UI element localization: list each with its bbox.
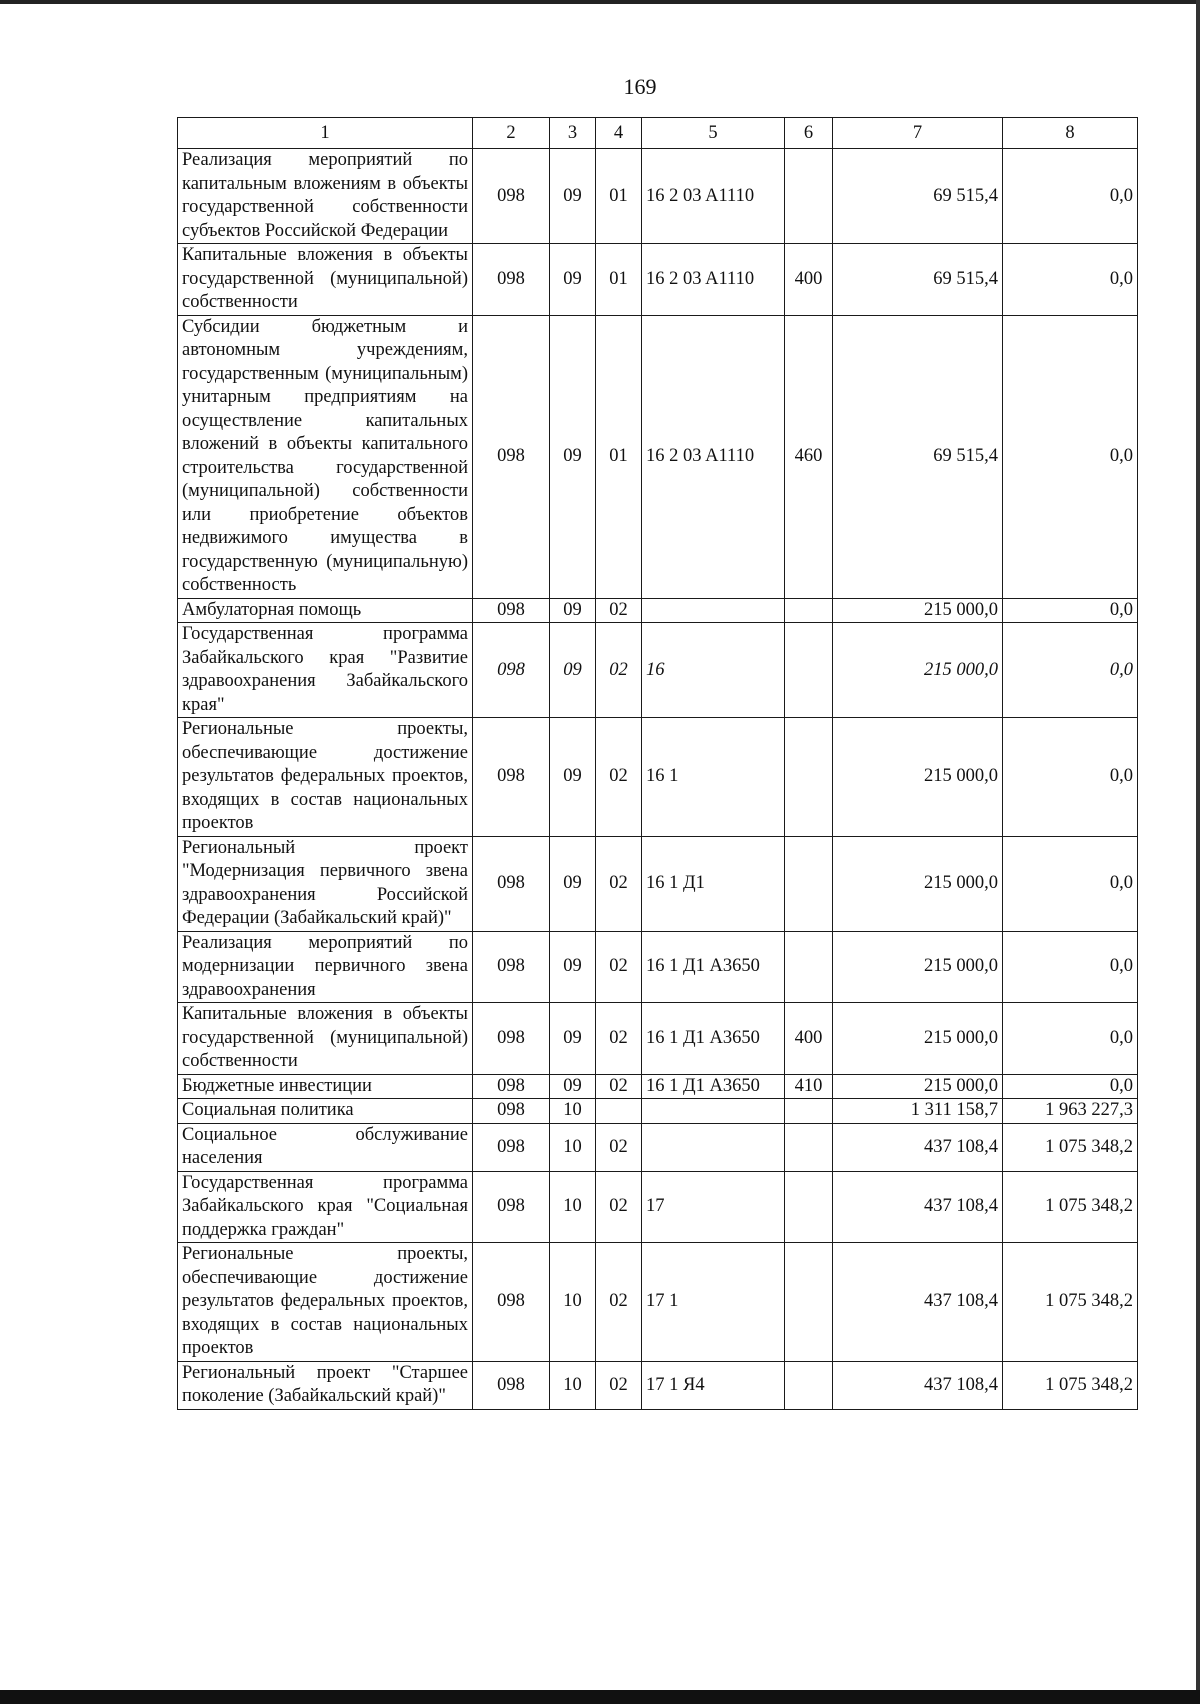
ministry-code-cell: 098 xyxy=(473,1099,550,1124)
section-code-cell: 09 xyxy=(550,598,596,623)
row-name-cell: Амбулаторная помощь xyxy=(178,598,473,623)
subsection-code-cell: 02 xyxy=(596,931,642,1003)
amount-year1-cell: 69 515,4 xyxy=(833,244,1003,316)
row-name-cell: Региональные проекты, обеспечивающие достижение результатов федеральных проектов, входящих в состав национальных проектов xyxy=(178,718,473,837)
row-name-cell: Капитальные вложения в объекты государственной (муниципальной) собственности xyxy=(178,244,473,316)
row-name-cell: Государственная программа Забайкальского края "Социальная поддержка граждан" xyxy=(178,1171,473,1243)
row-name-cell: Государственная программа Забайкальского края "Развитие здравоохранения Забайкальского края" xyxy=(178,623,473,718)
scan-edge-right xyxy=(1196,0,1200,1704)
amount-year2-cell: 1 963 227,3 xyxy=(1003,1099,1138,1124)
expense-type-cell xyxy=(785,1361,833,1409)
ministry-code-cell: 098 xyxy=(473,1003,550,1075)
expense-type-cell xyxy=(785,598,833,623)
amount-year1-cell: 215 000,0 xyxy=(833,718,1003,837)
section-code-cell: 09 xyxy=(550,149,596,244)
table-row xyxy=(178,598,1138,623)
header-row xyxy=(178,118,1138,149)
amount-year1-cell: 437 108,4 xyxy=(833,1171,1003,1243)
row-name-cell: Региональный проект "Старшее поколение (Забайкальский край)" xyxy=(178,1361,473,1409)
subsection-code-cell: 02 xyxy=(596,1361,642,1409)
section-code-cell: 10 xyxy=(550,1171,596,1243)
section-code-cell: 09 xyxy=(550,1003,596,1075)
table-row xyxy=(178,244,1138,316)
subsection-code-cell: 02 xyxy=(596,598,642,623)
table-row xyxy=(178,931,1138,1003)
subsection-code-cell: 01 xyxy=(596,149,642,244)
scan-edge-bottom xyxy=(0,1690,1200,1704)
ministry-code-cell: 098 xyxy=(473,1243,550,1362)
section-code-cell: 09 xyxy=(550,315,596,598)
header-cell: 1 xyxy=(178,118,473,149)
amount-year1-cell: 215 000,0 xyxy=(833,931,1003,1003)
row-name-cell: Региональные проекты, обеспечивающие достижение результатов федеральных проектов, входящих в состав национальных проектов xyxy=(178,1243,473,1362)
table-row xyxy=(178,1361,1138,1409)
amount-year2-cell: 0,0 xyxy=(1003,836,1138,931)
target-article-cell: 16 2 03 A1110 xyxy=(642,244,785,316)
row-name-cell: Реализация мероприятий по капитальным вложениям в объекты государственной собственности субъектов Российской Федерации xyxy=(178,149,473,244)
ministry-code-cell: 098 xyxy=(473,315,550,598)
amount-year2-cell: 0,0 xyxy=(1003,315,1138,598)
header-cell: 3 xyxy=(550,118,596,149)
target-article-cell: 16 1 Д1 A3650 xyxy=(642,1003,785,1075)
ministry-code-cell: 098 xyxy=(473,244,550,316)
target-article-cell xyxy=(642,598,785,623)
amount-year1-cell: 215 000,0 xyxy=(833,598,1003,623)
table-row xyxy=(178,1171,1138,1243)
expense-type-cell xyxy=(785,1243,833,1362)
expense-type-cell: 410 xyxy=(785,1074,833,1099)
amount-year1-cell: 1 311 158,7 xyxy=(833,1099,1003,1124)
ministry-code-cell: 098 xyxy=(473,149,550,244)
row-name-cell: Реализация мероприятий по модернизации первичного звена здравоохранения xyxy=(178,931,473,1003)
ministry-code-cell: 098 xyxy=(473,718,550,837)
amount-year2-cell: 0,0 xyxy=(1003,244,1138,316)
target-article-cell: 16 1 Д1 A3650 xyxy=(642,931,785,1003)
section-code-cell: 09 xyxy=(550,931,596,1003)
subsection-code-cell: 02 xyxy=(596,718,642,837)
expense-type-cell: 400 xyxy=(785,1003,833,1075)
amount-year1-cell: 215 000,0 xyxy=(833,623,1003,718)
header-cell: 2 xyxy=(473,118,550,149)
ministry-code-cell: 098 xyxy=(473,1361,550,1409)
amount-year2-cell: 1 075 348,2 xyxy=(1003,1243,1138,1362)
amount-year2-cell: 0,0 xyxy=(1003,623,1138,718)
expense-type-cell xyxy=(785,1123,833,1171)
ministry-code-cell: 098 xyxy=(473,623,550,718)
amount-year1-cell: 437 108,4 xyxy=(833,1123,1003,1171)
row-name-cell: Капитальные вложения в объекты государственной (муниципальной) собственности xyxy=(178,1003,473,1075)
target-article-cell: 16 1 Д1 A3650 xyxy=(642,1074,785,1099)
row-name-cell: Бюджетные инвестиции xyxy=(178,1074,473,1099)
amount-year1-cell: 215 000,0 xyxy=(833,1074,1003,1099)
expense-type-cell xyxy=(785,1099,833,1124)
expense-type-cell xyxy=(785,836,833,931)
ministry-code-cell: 098 xyxy=(473,1074,550,1099)
amount-year2-cell: 0,0 xyxy=(1003,1074,1138,1099)
subsection-code-cell: 02 xyxy=(596,1123,642,1171)
amount-year2-cell: 0,0 xyxy=(1003,931,1138,1003)
amount-year2-cell: 0,0 xyxy=(1003,718,1138,837)
amount-year2-cell: 1 075 348,2 xyxy=(1003,1361,1138,1409)
ministry-code-cell: 098 xyxy=(473,931,550,1003)
section-code-cell: 09 xyxy=(550,836,596,931)
page-number: 169 xyxy=(623,74,657,99)
expense-type-cell xyxy=(785,931,833,1003)
target-article-cell: 17 1 xyxy=(642,1243,785,1362)
table-row xyxy=(178,718,1138,837)
header-cell: 4 xyxy=(596,118,642,149)
target-article-cell xyxy=(642,1123,785,1171)
target-article-cell: 16 1 Д1 xyxy=(642,836,785,931)
table-row xyxy=(178,1123,1138,1171)
section-code-cell: 10 xyxy=(550,1123,596,1171)
target-article-cell: 16 1 xyxy=(642,718,785,837)
subsection-code-cell: 02 xyxy=(596,836,642,931)
subsection-code-cell xyxy=(596,1099,642,1124)
section-code-cell: 09 xyxy=(550,623,596,718)
target-article-cell: 16 xyxy=(642,623,785,718)
expense-type-cell: 400 xyxy=(785,244,833,316)
row-name-cell: Субсидии бюджетным и автономным учреждениям, государственным (муниципальным) унитарным предприятиям на осуществление капитальных вложений в объекты капитального строительства государственной (муниципальной) собственности или приобретение объектов недвижимого имущества в государственную (муниципальную) собственность xyxy=(178,315,473,598)
ministry-code-cell: 098 xyxy=(473,598,550,623)
table-row xyxy=(178,623,1138,718)
expense-type-cell xyxy=(785,1171,833,1243)
subsection-code-cell: 02 xyxy=(596,623,642,718)
section-code-cell: 10 xyxy=(550,1243,596,1362)
table-row xyxy=(178,1003,1138,1075)
expense-type-cell: 460 xyxy=(785,315,833,598)
subsection-code-cell: 01 xyxy=(596,244,642,316)
expense-type-cell xyxy=(785,149,833,244)
section-code-cell: 09 xyxy=(550,244,596,316)
subsection-code-cell: 02 xyxy=(596,1243,642,1362)
target-article-cell xyxy=(642,1099,785,1124)
ministry-code-cell: 098 xyxy=(473,1123,550,1171)
section-code-cell: 10 xyxy=(550,1099,596,1124)
target-article-cell: 17 xyxy=(642,1171,785,1243)
subsection-code-cell: 01 xyxy=(596,315,642,598)
amount-year1-cell: 437 108,4 xyxy=(833,1243,1003,1362)
table-row xyxy=(178,1099,1138,1124)
amount-year2-cell: 0,0 xyxy=(1003,149,1138,244)
target-article-cell: 17 1 Я4 xyxy=(642,1361,785,1409)
table-row xyxy=(178,1243,1138,1362)
amount-year2-cell: 1 075 348,2 xyxy=(1003,1171,1138,1243)
header-cell: 6 xyxy=(785,118,833,149)
expense-type-cell xyxy=(785,623,833,718)
table-body xyxy=(178,149,1138,1410)
target-article-cell: 16 2 03 A1110 xyxy=(642,315,785,598)
ministry-code-cell: 098 xyxy=(473,1171,550,1243)
subsection-code-cell: 02 xyxy=(596,1074,642,1099)
header-cell: 7 xyxy=(833,118,1003,149)
section-code-cell: 09 xyxy=(550,718,596,837)
amount-year1-cell: 69 515,4 xyxy=(833,315,1003,598)
section-code-cell: 09 xyxy=(550,1074,596,1099)
amount-year2-cell: 0,0 xyxy=(1003,1003,1138,1075)
table-row xyxy=(178,1074,1138,1099)
row-name-cell: Региональный проект "Модернизация первичного звена здравоохранения Российской Федерации (Забайкальский край)" xyxy=(178,836,473,931)
amount-year1-cell: 437 108,4 xyxy=(833,1361,1003,1409)
amount-year2-cell: 0,0 xyxy=(1003,598,1138,623)
subsection-code-cell: 02 xyxy=(596,1003,642,1075)
section-code-cell: 10 xyxy=(550,1361,596,1409)
ministry-code-cell: 098 xyxy=(473,836,550,931)
amount-year1-cell: 69 515,4 xyxy=(833,149,1003,244)
table-row xyxy=(178,315,1138,598)
table-row xyxy=(178,836,1138,931)
subsection-code-cell: 02 xyxy=(596,1171,642,1243)
header-cell: 8 xyxy=(1003,118,1138,149)
expense-type-cell xyxy=(785,718,833,837)
row-name-cell: Социальная политика xyxy=(178,1099,473,1124)
header-cell: 5 xyxy=(642,118,785,149)
table-row xyxy=(178,149,1138,244)
target-article-cell: 16 2 03 A1110 xyxy=(642,149,785,244)
scan-edge-top xyxy=(0,0,1200,4)
row-name-cell: Социальное обслуживание населения xyxy=(178,1123,473,1171)
budget-table xyxy=(177,117,1138,1410)
amount-year1-cell: 215 000,0 xyxy=(833,836,1003,931)
amount-year2-cell: 1 075 348,2 xyxy=(1003,1123,1138,1171)
amount-year1-cell: 215 000,0 xyxy=(833,1003,1003,1075)
